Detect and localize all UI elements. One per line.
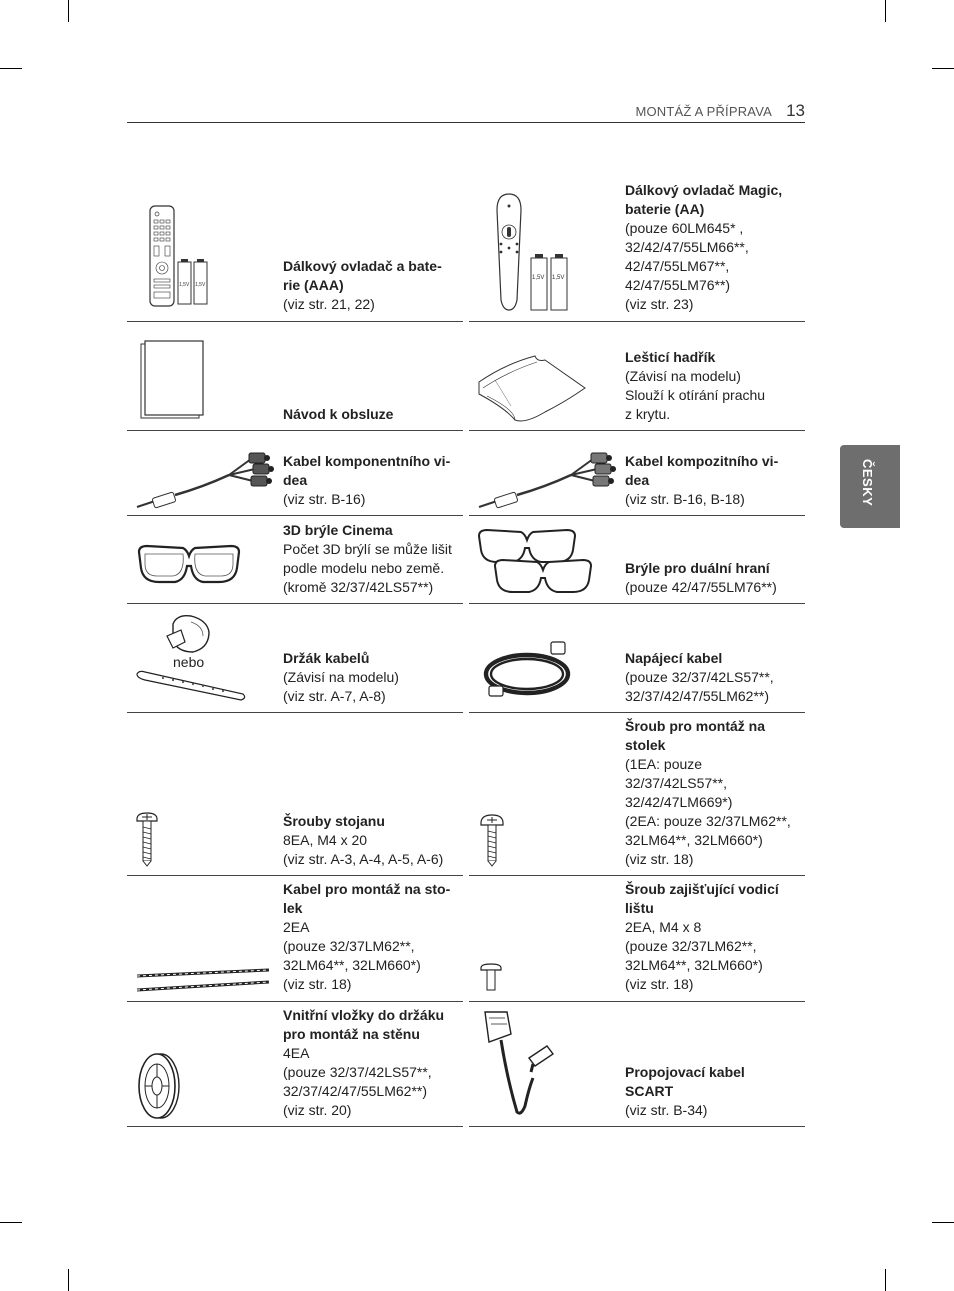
item-text	[625, 348, 803, 424]
item-desk-mount-cable	[127, 876, 463, 1002]
item-dual-play-glasses	[469, 516, 805, 604]
item-stand-screws	[127, 713, 463, 876]
item-text	[283, 257, 461, 314]
item-detail: (viz str. A-7, A-8)	[283, 688, 386, 704]
item-composite-cable	[469, 431, 805, 516]
item-3d-glasses	[127, 516, 463, 604]
item-text	[283, 1006, 461, 1120]
item-detail: 32LM64**, 32LM660*)	[283, 957, 421, 973]
item-detail: 32LM64**, 32LM660*)	[625, 832, 763, 848]
item-detail: 32/42/47LM669*)	[625, 794, 733, 810]
item-detail: 32LM64**, 32LM660*)	[625, 957, 763, 973]
item-scart-cable	[469, 1002, 805, 1127]
item-text	[625, 880, 803, 994]
item-detail: (viz str. 23)	[625, 296, 694, 312]
item-text	[283, 405, 461, 424]
item-detail: podle modelu nebo země.	[283, 560, 445, 576]
item-polishing-cloth	[469, 322, 805, 431]
crop-mark	[68, 1269, 69, 1291]
cable-tie-icon	[133, 668, 249, 704]
item-text	[625, 649, 803, 706]
item-title: Šrouby stojanu	[283, 813, 385, 829]
item-detail: (viz str. 18)	[625, 976, 694, 992]
item-title: Brýle pro duální hraní	[625, 560, 770, 576]
item-title: Dálkový ovladač a bate- rie (AAA)	[283, 258, 442, 293]
language-tab-label: ČESKY	[860, 459, 875, 507]
page-number: 13	[786, 101, 805, 120]
item-detail: (viz str. 20)	[283, 1102, 352, 1118]
page-header	[127, 101, 805, 123]
item-detail: (pouze 42/47/55LM76**)	[625, 579, 777, 595]
crop-mark	[885, 0, 886, 22]
item-detail: (pouze 32/37LM62**,	[625, 938, 757, 954]
item-detail: z krytu.	[625, 406, 671, 422]
item-power-cord	[469, 604, 805, 713]
item-text	[283, 812, 461, 869]
crop-mark	[932, 1222, 954, 1223]
item-text	[283, 649, 461, 706]
item-detail: (Závisí na modelu)	[625, 368, 741, 384]
stand-screw-icon	[135, 811, 159, 867]
item-detail: Slouží k otírání prachu	[625, 387, 766, 403]
item-title: Vnitřní vložky do držáku pro montáž na stěnu	[283, 1007, 445, 1042]
item-detail: (viz str. B-16, B-18)	[625, 491, 745, 507]
item-detail: (pouze 32/37/42LS57**,	[625, 669, 774, 685]
desk-mount-screw-icon	[479, 813, 505, 867]
item-desk-mount-screw	[469, 713, 805, 876]
item-title: Šroub zajišťující vodicí lištu	[625, 881, 779, 916]
svg-text:1,5V: 1,5V	[195, 282, 206, 288]
item-text	[625, 717, 803, 869]
item-detail: 2EA, M4 x 8	[625, 919, 702, 935]
item-detail: (pouze 32/37LM62**,	[283, 938, 415, 954]
item-detail: (1EA: pouze	[625, 756, 703, 772]
item-title: Šroub pro montáž na stolek	[625, 718, 765, 753]
guide-rail-screw-icon	[479, 962, 503, 992]
wall-mount-spacer-icon	[135, 1052, 181, 1120]
or-label: nebo	[173, 654, 205, 670]
crop-mark	[885, 1269, 886, 1291]
composite-cable-icon	[475, 451, 619, 511]
item-text	[625, 181, 803, 314]
item-title: Držák kabelů	[283, 650, 370, 666]
svg-text:1,5V: 1,5V	[532, 275, 545, 281]
item-detail: 42/47/55LM67**,	[625, 258, 730, 274]
item-text	[625, 559, 803, 597]
item-detail: (viz str. B-34)	[625, 1102, 708, 1118]
item-detail: (kromě 32/37/42LS57**)	[283, 579, 434, 595]
cable-clip-icon	[163, 612, 215, 656]
item-title: Dálkový ovladač Magic, baterie (AA)	[625, 182, 783, 217]
item-title: Kabel kompozitního vi- dea	[625, 453, 779, 488]
crop-mark	[0, 1222, 22, 1223]
svg-text:1,5V: 1,5V	[179, 282, 190, 288]
item-manual	[127, 322, 463, 431]
item-title: 3D brýle Cinema	[283, 522, 393, 538]
row-divider	[127, 1126, 463, 1127]
language-tab	[840, 445, 900, 528]
item-detail: 32/37/42/47/55LM62**)	[283, 1083, 427, 1099]
crop-mark	[0, 68, 22, 69]
item-detail: (viz str. 18)	[625, 851, 694, 867]
component-cable-icon	[133, 451, 277, 511]
item-title: Návod k obsluze	[283, 406, 394, 422]
crop-mark	[932, 68, 954, 69]
scart-cable-icon	[477, 1008, 561, 1120]
item-detail: 4EA	[283, 1045, 310, 1061]
item-text	[283, 521, 461, 597]
item-detail: (2EA: pouze 32/37LM62**,	[625, 813, 791, 829]
item-magic-remote	[469, 180, 805, 322]
section-title: MONTÁŽ A PŘÍPRAVA	[635, 104, 772, 119]
item-detail: 32/37/42/47/55LM62**)	[625, 688, 769, 704]
item-detail: (Závisí na modelu)	[283, 669, 399, 685]
item-detail: Počet 3D brýlí se může lišit	[283, 541, 452, 557]
item-detail: 8EA, M4 x 20	[283, 832, 368, 848]
row-divider	[469, 1126, 805, 1127]
item-title: Lešticí hadřík	[625, 349, 716, 365]
item-detail: 32/37/42LS57**,	[625, 775, 727, 791]
item-detail: 42/47/55LM76**)	[625, 277, 731, 293]
item-text	[283, 452, 461, 509]
dual-play-glasses-icon	[475, 526, 595, 600]
desk-mount-cable-icon	[133, 966, 273, 996]
item-text	[625, 1063, 803, 1120]
item-detail: 32/42/47/55LM66**,	[625, 239, 749, 255]
remote-control-icon	[147, 204, 219, 310]
item-detail: (viz str. 21, 22)	[283, 296, 375, 312]
item-wall-mount-spacer	[127, 1002, 463, 1127]
item-text	[283, 880, 461, 994]
manual-book-icon	[139, 340, 205, 420]
power-cord-icon	[481, 638, 579, 704]
item-title: Kabel komponentního vi- dea	[283, 453, 451, 488]
item-title: Propojovací kabel SCART	[625, 1064, 745, 1099]
polishing-cloth-icon	[475, 352, 587, 424]
item-remote-aaa	[127, 180, 463, 322]
item-guide-rail-screw	[469, 876, 805, 1002]
item-detail: (viz str. 18)	[283, 976, 352, 992]
item-detail: 2EA	[283, 919, 310, 935]
item-detail: (viz str. A-3, A-4, A-5, A-6)	[283, 851, 444, 867]
item-title: Napájecí kabel	[625, 650, 723, 666]
magic-remote-icon	[487, 192, 579, 314]
crop-mark	[68, 0, 69, 22]
item-cable-holder	[127, 604, 463, 713]
item-detail: (pouze 60LM645* ,	[625, 220, 744, 236]
item-title: Kabel pro montáž na sto- lek	[283, 881, 451, 916]
item-detail: (pouze 32/37/42LS57**,	[283, 1064, 432, 1080]
item-detail: (viz str. B-16)	[283, 491, 366, 507]
3d-glasses-icon	[135, 542, 243, 588]
item-component-cable	[127, 431, 463, 516]
svg-text:1,5V: 1,5V	[552, 275, 565, 281]
item-text	[625, 452, 803, 509]
